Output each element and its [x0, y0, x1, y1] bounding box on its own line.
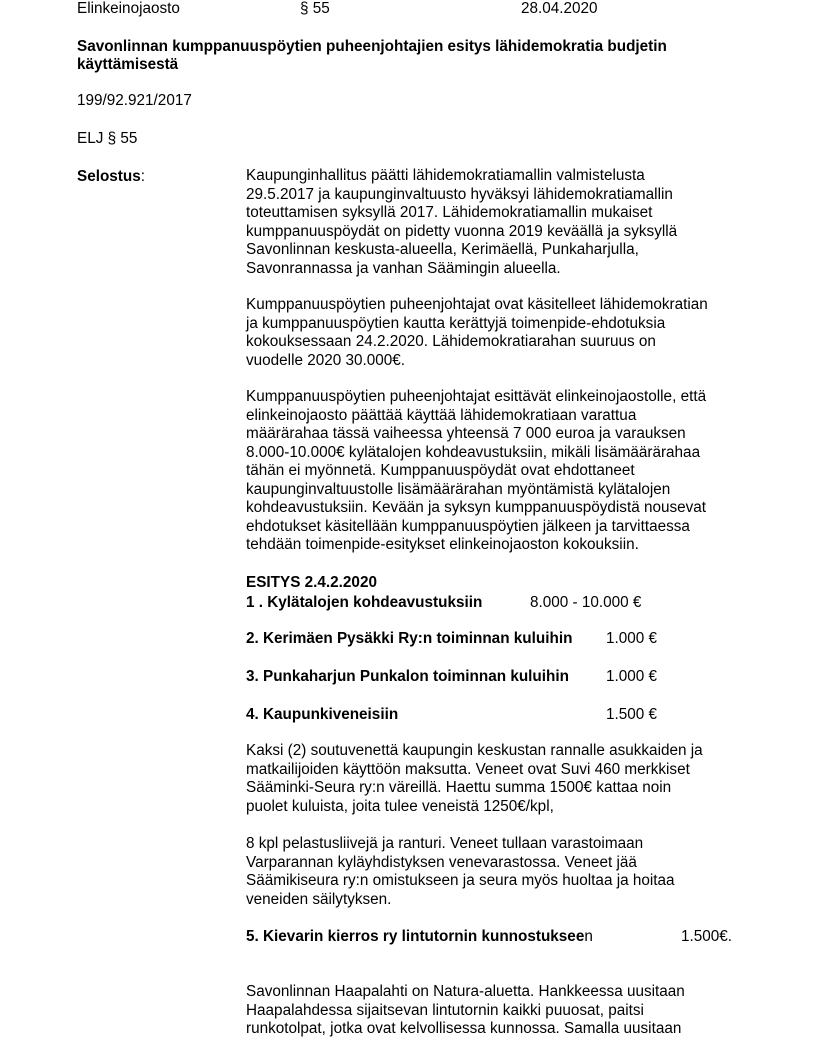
paragraph-2: [246, 296, 766, 370]
item-2-label: 2. Kerimäen Pysäkki Ry:n toiminnan kuluihin: [246, 630, 573, 647]
item-1-amount: 8.000 - 10.000 €: [530, 594, 642, 611]
paragraph-3: [246, 388, 766, 555]
paragraph-line: Kaksi (2) soutuvenettä kaupungin keskustan rannalle asukkaiden ja: [246, 742, 703, 759]
item-2-amount: 1.000 €: [606, 630, 658, 647]
item-5-label: [246, 928, 593, 946]
item-4-label: 4. Kaupunkiveneisiin: [246, 706, 399, 723]
paragraph-4: [246, 742, 766, 816]
paragraph-line: elinkeinojaosto päättää käyttää lähidemokratiaan varattua: [246, 406, 637, 424]
item-5-label-tail: n: [584, 928, 593, 945]
paragraph-line: Savonlinnan keskusta-alueella, Kerimäellä, Punkaharjulla,: [246, 241, 639, 258]
paragraph-line: kumppanuuspöydät on pidetty vuonna 2019 keväällä ja syksyllä: [246, 222, 678, 240]
header-section: § 55: [300, 0, 330, 17]
paragraph-line: veneiden säilytyksen.: [246, 890, 392, 908]
item-1-label: 1 . Kylätalojen kohdeavustuksiin: [246, 594, 483, 611]
paragraph-line: 8 kpl pelastusliivejä ja ranturi. Veneet tullaan varastoimaan: [246, 835, 644, 852]
item-3-amount: 1.000 €: [606, 668, 658, 685]
paragraph-line: Sääminki-Seura ry:n väreillä. Haettu summa 1500€ kattaa noin: [246, 779, 672, 796]
paragraph-line: 8.000-10.000€ kylätalojen kohdeavustuksiin, mikäli lisämäärärahaa: [246, 443, 701, 461]
paragraph-line: toteuttamisen syksyllä 2017. Lähidemokratiamallin mukaiset: [246, 204, 653, 221]
paragraph-line: Kumppanuuspöytien puheenjohtajat esittävät elinkeinojaostolle, että: [246, 388, 707, 405]
paragraph-line: Haapalahdessa sijaitsevan lintutornin kaikki puuosat, paitsi: [246, 1001, 644, 1019]
paragraph-line: Savonrannassa ja vanhan Säämingin alueella.: [246, 259, 561, 277]
header-date: 28.04.2020: [521, 0, 598, 17]
paragraph-line: ehdotukset käsitellään kumppanuuspöytien jälkeen ja tarvittaessa: [246, 517, 690, 535]
paragraph-line: Varparannan kyläyhdistyksen venevarastossa. Veneet jää: [246, 853, 637, 871]
paragraph-6: [246, 983, 766, 1039]
header-body: Elinkeinojaosto: [77, 0, 180, 17]
item-4-amount: 1.500 €: [606, 706, 658, 723]
paragraph-line: kohdeavustuksiin. Kevään ja syksyn kumppanuuspöydistä nousevat: [246, 499, 707, 516]
paragraph-line: ja kumppanuuspöytien kautta kerättyjä toimenpide-ehdotuksia: [246, 314, 666, 332]
selostus-label-text: Selostus: [77, 168, 141, 185]
reference-section: ELJ § 55: [77, 130, 138, 147]
item-5-amount: 1.500€.: [681, 928, 733, 945]
paragraph-5: [246, 835, 766, 909]
paragraph-line: kaupunginvaltuustolle lisämäärärahan myöntämistä kylätalojen: [246, 480, 671, 498]
paragraph-line: tähän ei myönnetä. Kumppanuuspöydät ovat ehdottaneet: [246, 462, 635, 479]
selostus-label-colon: :: [140, 168, 146, 185]
selostus-label: [77, 168, 145, 186]
paragraph-line: Säämikiseura ry:n omistukseen ja seura myös huoltaa ja hoitaa: [246, 872, 675, 889]
paragraph-line: kokouksessaan 24.2.2020. Lähidemokratiarahan suuruus on: [246, 333, 656, 350]
paragraph-line: Kaupunginhallitus päätti lähidemokratiamallin valmistelusta: [246, 167, 645, 184]
paragraph-line: Kumppanuuspöytien puheenjohtajat ovat käsitelleet lähidemokratian: [246, 296, 708, 313]
paragraph-line: puolet kuluista, joita tulee veneistä 1250€/kpl,: [246, 797, 554, 815]
reference-number: 199/92.921/2017: [77, 92, 192, 109]
paragraph-line: 29.5.2017 ja kaupunginvaltuusto hyväksyi lähidemokratiamallin: [246, 185, 673, 203]
esitys-heading: ESITYS 2.4.2.2020: [246, 574, 377, 591]
paragraph-line: määrärahaa tässä vaiheessa yhteensä 7 000 euroa ja varauksen: [246, 425, 686, 442]
paragraph-line: Savonlinnan Haapalahti on Natura-aluetta. Hankkeessa uusitaan: [246, 983, 685, 1000]
paragraph-line: runkotolpat, jotka ovat kelvollisessa kunnossa. Samalla uusitaan: [246, 1020, 682, 1037]
paragraph-line: matkailijoiden käyttöön maksutta. Veneet ovat Suvi 460 merkkiset: [246, 760, 690, 778]
document-title-line-2: käyttämisestä: [77, 56, 179, 73]
document-title-line-1: Savonlinnan kumppanuuspöytien puheenjohtajien esitys lähidemokratia budjetin: [77, 38, 667, 55]
item-3-label: 3. Punkaharjun Punkalon toiminnan kuluihin: [246, 668, 569, 685]
paragraph-line: vuodelle 2020 30.000€.: [246, 351, 406, 369]
paragraph-line: tehdään toimenpide-esitykset elinkeinojaoston kokouksiin.: [246, 536, 639, 553]
item-5-label-bold: 5. Kievarin kierros ry lintutornin kunnostuksee: [246, 928, 585, 945]
paragraph-1: [246, 167, 766, 278]
